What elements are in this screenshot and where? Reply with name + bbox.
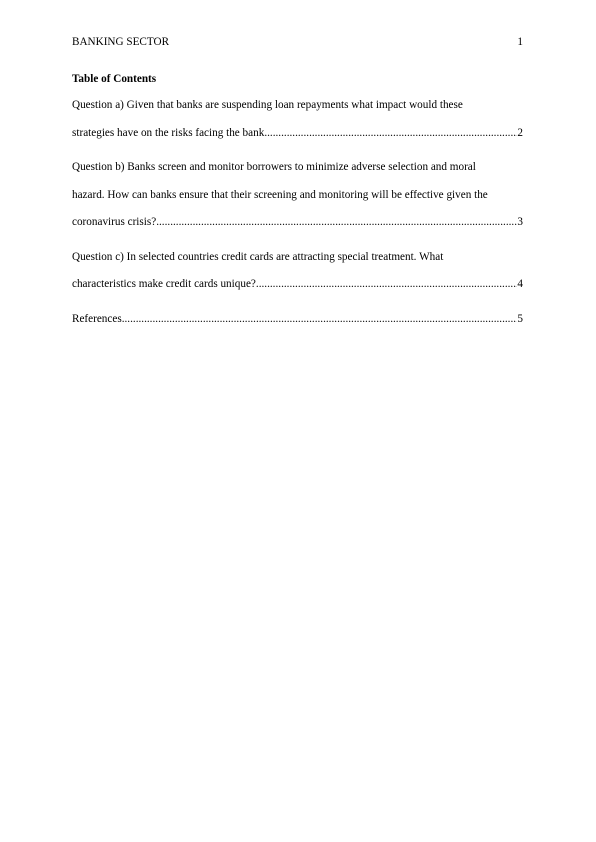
toc-entry-text: hazard. How can banks ensure that their screening and monitoring will be effective given the <box>72 188 488 201</box>
toc-entry-text: Question c) In selected countries credit cards are attracting special treatment. What <box>72 250 444 263</box>
toc-entry-text: characteristics make credit cards unique? <box>72 278 256 290</box>
toc-page-number: 2 <box>517 126 523 139</box>
table-of-contents <box>72 92 523 333</box>
toc-entry-text: Question b) Banks screen and monitor borrowers to minimize adverse selection and moral <box>72 161 476 173</box>
toc-entry-last-line <box>72 271 523 299</box>
toc-entry-text: References <box>72 312 122 325</box>
toc-page-number: 5 <box>517 312 523 325</box>
toc-page-number: 4 <box>517 278 523 290</box>
toc-entry-question-a[interactable] <box>72 92 523 147</box>
toc-title: Table of Contents <box>72 73 157 85</box>
running-head: BANKING SECTOR <box>72 36 170 48</box>
dot-leader <box>256 271 518 299</box>
toc-entry-text: Question a) Given that banks are suspending loan repayments what impact would these <box>72 99 463 111</box>
toc-entry-question-b[interactable] <box>72 154 523 237</box>
toc-entry-last-line <box>72 306 523 334</box>
dot-leader <box>156 209 517 237</box>
toc-entry-question-c[interactable] <box>72 244 523 299</box>
toc-entry-last-line <box>72 209 523 237</box>
toc-entry-references[interactable] <box>72 306 523 334</box>
toc-entry-text: coronavirus crisis? <box>72 216 157 228</box>
toc-page-number: 3 <box>517 216 523 228</box>
toc-entry-last-line <box>72 120 523 148</box>
page-number: 1 <box>517 36 523 48</box>
toc-entry-text: strategies have on the risks facing the bank <box>72 126 265 139</box>
dot-leader <box>264 120 517 148</box>
dot-leader <box>122 306 518 334</box>
